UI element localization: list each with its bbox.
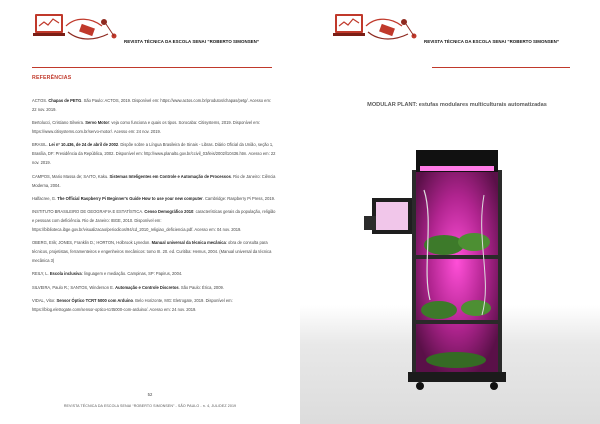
reference-entry (32, 207, 276, 234)
section-title: REFERÊNCIAS (32, 75, 72, 81)
article-title: MODULAR PLANT: estufas modulares multiculturais automatizadas (367, 102, 547, 108)
right-page (300, 0, 600, 424)
circuit-decoration-icon (62, 12, 122, 48)
header-rule (32, 67, 272, 68)
page-number: 52 (147, 392, 153, 397)
reference-details: : obra de consulta para técnicos, projetistas, ferramenteiros e engenheiros mecânicos: tomo III. 20. ed. Curitiba: Hemus, 2004. (Manual universal da técnica mecânica 3) (32, 240, 272, 264)
reference-authors: INSTITUTO BRASILEIRO DE GEOGRAFIA E ESTATÍSTICA. (32, 208, 145, 214)
reference-title: Censo Demográfico 2010 (144, 208, 194, 214)
reference-title: Servo Motor (85, 120, 110, 126)
greenhouse-photo (364, 150, 514, 390)
reference-title: Manual universal da técnica mecânica (151, 240, 226, 246)
reference-entry (32, 269, 276, 278)
reference-authors: REILY, L. (32, 271, 50, 277)
reference-details: : veja como funciona e quais os tipos. Sorocaba: Citisystems, 2019. Disponível em: https://www.citisystems.com.br/servo-motor/. Acesso em: 24 nov. 2019. (32, 120, 261, 135)
reference-details: . Rio de Janeiro: Ciência Moderna, 2004. (32, 173, 276, 188)
laptop-logo-icon (332, 10, 366, 44)
reference-details: . São Paulo: Érica, 2009. (178, 284, 224, 290)
reference-details: . Cambridge: Raspberry Pi Press, 2019. (202, 195, 276, 201)
references-list (32, 96, 276, 318)
reference-details: : linguagem e mediação. Campinas, SP: Papirus, 2004. (81, 271, 183, 277)
reference-authors: CAMPOS, Mario Massa de; SAITO, Kaku. (32, 173, 110, 179)
reference-authors: Halfacree, G. (32, 195, 58, 201)
reference-details: . Belo Horizonte, MG: Eletrogate, 2019. Disponível em: https://blog.eletrogate.com/sensor-optico-tcrt5000-com-arduino/. Acesso em: 24 nov. 2019. (32, 297, 233, 312)
reference-authors: Bertolucci, Cristiano Silveira. (32, 120, 86, 126)
reference-entry (32, 194, 276, 203)
circuit-decoration-icon (362, 12, 422, 48)
page-footer: REVISTA TÉCNICA DA ESCOLA SENAI “ROBERTO SIMONSEN” - SÃO PAULO - n. 4, JUL/DEZ 2019 (63, 404, 237, 408)
reference-authors: VIDAL, Vitor. (32, 297, 57, 303)
reference-entry (32, 283, 276, 292)
reference-entry (32, 172, 276, 190)
reference-entry (32, 118, 276, 136)
reference-title: Chapas de PETG (48, 98, 82, 103)
running-head: REVISTA TÉCNICA DA ESCOLA SENAI “ROBERTO SIMONSEN” (124, 39, 260, 44)
reference-entry (32, 296, 276, 314)
reference-title: Sensor Óptico TCRT 5000 com Arduino (56, 297, 134, 303)
reference-authors: BRASIL. (32, 142, 49, 148)
laptop-logo-icon (32, 10, 66, 44)
reference-details: : características gerais da população, religião e pessoas com deficiência. Rio de Janeiro: IBGE, 2010. Disponível em: https://biblioteca.ibge.gov.br/visualizacao/periodicos/94/cd_2010_religiao_deficiencia.pdf. Acesso em: 04 nov. 2019. (32, 208, 276, 232)
reference-entry (32, 96, 276, 114)
reference-title: Escola inclusiva (49, 271, 82, 277)
reference-title: Sistemas Inteligentes em Controle e Automação de Processos (109, 173, 231, 179)
reference-details: . São Paulo: ACTOS, 2019. Disponível em: https://www.actos.com.br/produtos/chapas/petg/. Acesso em: 22 nov. 2019. (32, 98, 272, 112)
reference-title: The Official Raspberry Pi Beginner's Guide How to use your new computer (57, 195, 203, 201)
header-rule (432, 67, 570, 68)
running-head: REVISTA TÉCNICA DA ESCOLA SENAI “ROBERTO SIMONSEN” (424, 39, 560, 44)
reference-entry (32, 140, 276, 167)
reference-title: Automação e Controle Discretos (115, 284, 179, 290)
reference-details: . Dispõe sobre a Língua Brasileira de Sinais - Libras. Diário Oficial da União, seção 1, Brasília, DF: Presidência da República, 2002. Disponível em: http://www.planalto.gov.br/ccivil_03/leis/2002/l10436.htm. Acesso em: 22 nov. 2019. (32, 142, 276, 166)
reference-entry (32, 238, 276, 265)
reference-authors: ACTOS. (32, 98, 49, 103)
reference-authors: OBERG, Erik; JONES, Franklin D.; HORTON, Holbrook Lynedon. (32, 240, 152, 246)
reference-authors: SILVEIRA, Paulo R.; SANTOS, Winderson E. (32, 284, 116, 290)
reference-title: Lei nº 10.436, de 24 de abril de 2002 (48, 142, 119, 148)
